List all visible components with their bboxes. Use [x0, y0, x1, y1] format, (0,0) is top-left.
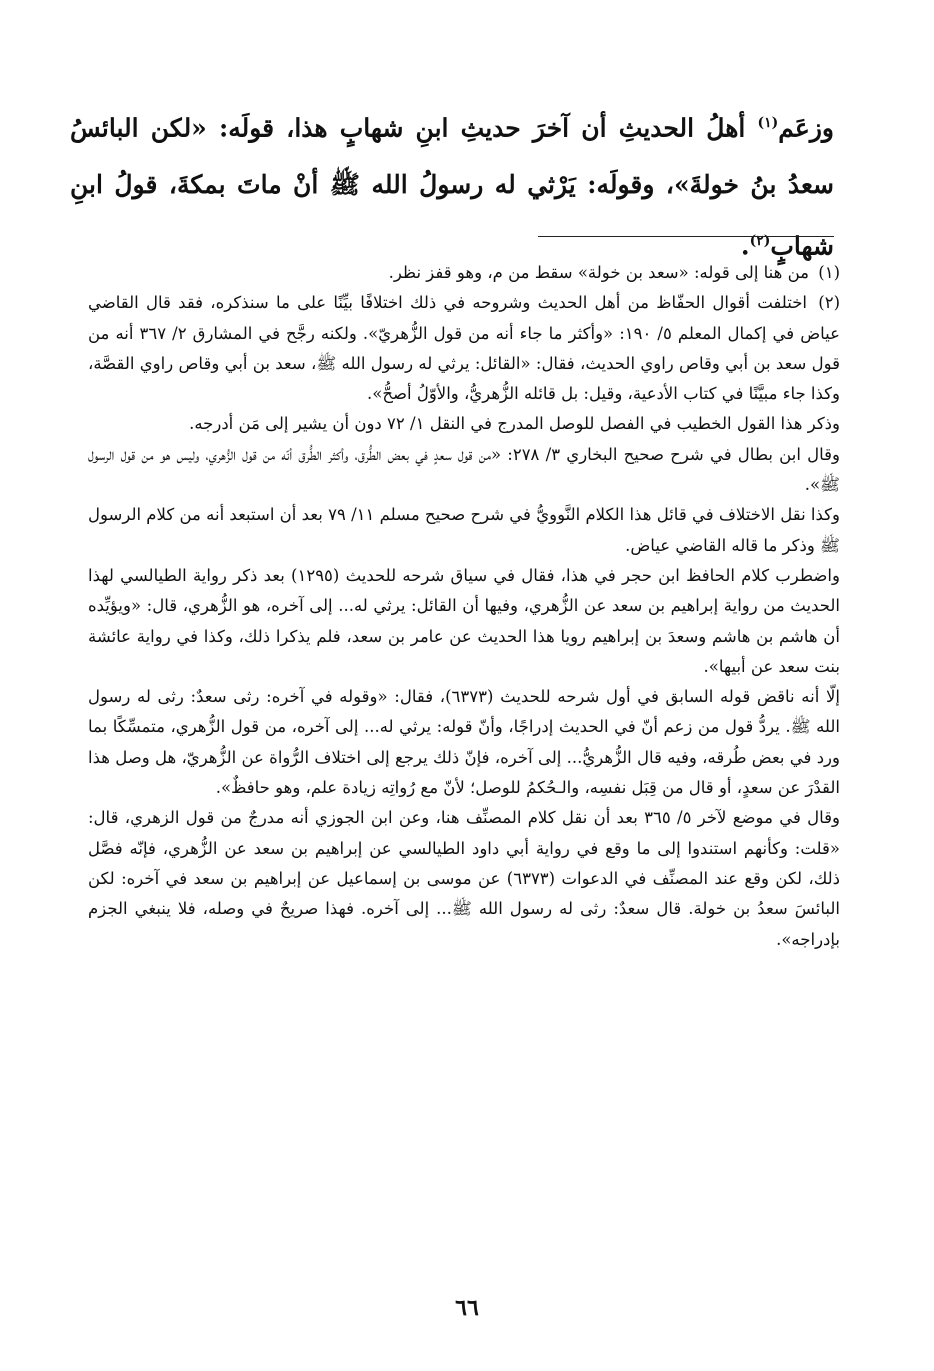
main-paragraph	[70, 95, 834, 275]
footnote-1	[88, 258, 840, 288]
footnotes	[88, 258, 840, 955]
footnote-ref-2[interactable]: (٢)	[749, 233, 771, 250]
main-paragraph-end: .	[740, 231, 750, 261]
page-number: ٦٦	[455, 1295, 479, 1321]
footnote-2-intro-paragraph	[88, 288, 840, 409]
footnote-separator	[538, 236, 834, 237]
footnote-2-number: (٢)	[818, 293, 841, 313]
main-paragraph-part2: أهلُ الحديثِ أن آخرَ حديثِ ابنِ شهابٍ هذا، قولَه: «لكن البائسُ سعدُ بنُ خولةَ»، وقولَه: يَرْثي له رسولُ الله ﷺ أنْ ماتَ بمكةَ، قولُ ابنِ شهابٍ	[70, 113, 834, 261]
footnote-1-text: من هنا إلى قوله: «سعد بن خولة» سقط من م، وهو قفز نظر.	[388, 263, 809, 282]
footnote-2-paragraph-5: واضطرب كلام الحافظ ابن حجر في هذا، فقال في سياق شرحه للحديث (١٢٩٥) بعد ذكر رواية الطيالسي لهذا الحديث من رواية إبراهيم بن سعد عن الزُّهري، وفيها أن القائل: يرثي له... إلى آخره، هو الزُّهري، قال: «ويؤيِّده أن هاشم بن هاشم وسعدَ بن إبراهيم رويا هذا الحديث عن عامر بن سعد، فلم يذكرا ذلك، وكذا في رواية عائشة بنت سعد عن أبيها».	[88, 565, 840, 676]
main-text	[70, 95, 834, 275]
footnote-2-paragraph-3: وقال ابن بطال في شرح صحيح البخاري ٣/ ٢٧٨: «من قول سعدٍ في بعض الطُّرق، وأكثر الطُّرق أنّه من قول الزُّهري، وليس هو من قول الرسول ﷺ».	[88, 444, 840, 495]
footnote-2-paragraph-4: وكذا نقل الاختلاف في قائل هذا الكلام النَّوويُّ في شرح صحيح مسلم ١١/ ٧٩ بعد أن استبعد أنه من كلام الرسول ﷺ وذكر ما قاله القاضي عياض.	[88, 505, 841, 555]
footnote-ref-1[interactable]: (١)	[757, 115, 779, 131]
footnote-2-intro: اختلفت أقوال الحفّاظ من أهل الحديث وشروحه في ذلك اختلافًا بيِّنًا على ما سنذكره، فقد قال القاضي عياض في إكمال المعلم ٥/ ١٩٠: «وأكثر ما جاء أنه من قول الزُّهريّ». ولكنه رجَّح في المشارق ٢/ ٣٦٧ أنه من قول سعد بن أبي وقاص راوي الحديث، فقال: «القائل: يرثي له رسول الله ﷺ، سعد بن أبي وقاص راوي القصَّة، وكذا جاء مبيَّنًا في كتاب الأدعية، وقيل: بل قائله الزُّهريُّ، والأوّلُ أصحُّ».	[88, 293, 841, 404]
footnote-1-number: (١)	[818, 263, 840, 282]
footnote-2-paragraph-7: وقال في موضع لآخر ٥/ ٣٦٥ بعد أن نقل كلام المصنِّف هنا، وعن ابن الجوزي أنه مدرجٌ من قول الزهري، قال: «قلت: وكأنهم استندوا إلى ما وقع في رواية أبي داود الطيالسي عن إبراهيم بن سعد عن الزُّهري، فإنّه فصَّل ذلك، لكن وقع عند المصنِّف في الدعوات (٦٣٧٣) عن موسى بن إسماعيل عن إبراهيم بن سعد في آخره: لكن البائسَ سعدُ بن خولة. قال سعدٌ: رثى له رسول الله ﷺ... إلى آخره. فهذا صريحٌ في وصله، فلا ينبغي الجزم بإدراجه».	[88, 808, 841, 949]
footnote-2-paragraph-2: وذكر هذا القول الخطيب في الفصل للوصل المدرج في النقل ١/ ٧٢ دون أن يشير إلى مَن أدرجه.	[189, 414, 840, 434]
footnote-2-paragraph-6: إلّا أنه ناقض قوله السابق في أول شرحه للحديث (٦٣٧٣)، فقال: «وقوله في آخره: رثى سعدٌ: رثى له رسول الله ﷺ. يردُّ قول من زعم أنّ في الحديث إدراجًا، وأنّ قوله: يرثي له... إلى آخره، من قول الزُّهري، متمسِّكًا بما ورد في بعض طُرقه، وفيه قال الزُّهريُّ... إلى آخره، فإنّ ذلك يرجع إلى اختلاف الرُّواة عن الزُّهريّ، هل وصل هذا القدْرَ عن سعدٍ، أو قال من قِبَل نفسِه، والـحُكمُ للوصل؛ لأنّ مع رُواتِه زيادة علم، وهو حافظٌ».	[88, 687, 840, 798]
footnote-2	[88, 288, 840, 955]
main-paragraph-part1: وزعَم	[778, 113, 834, 143]
